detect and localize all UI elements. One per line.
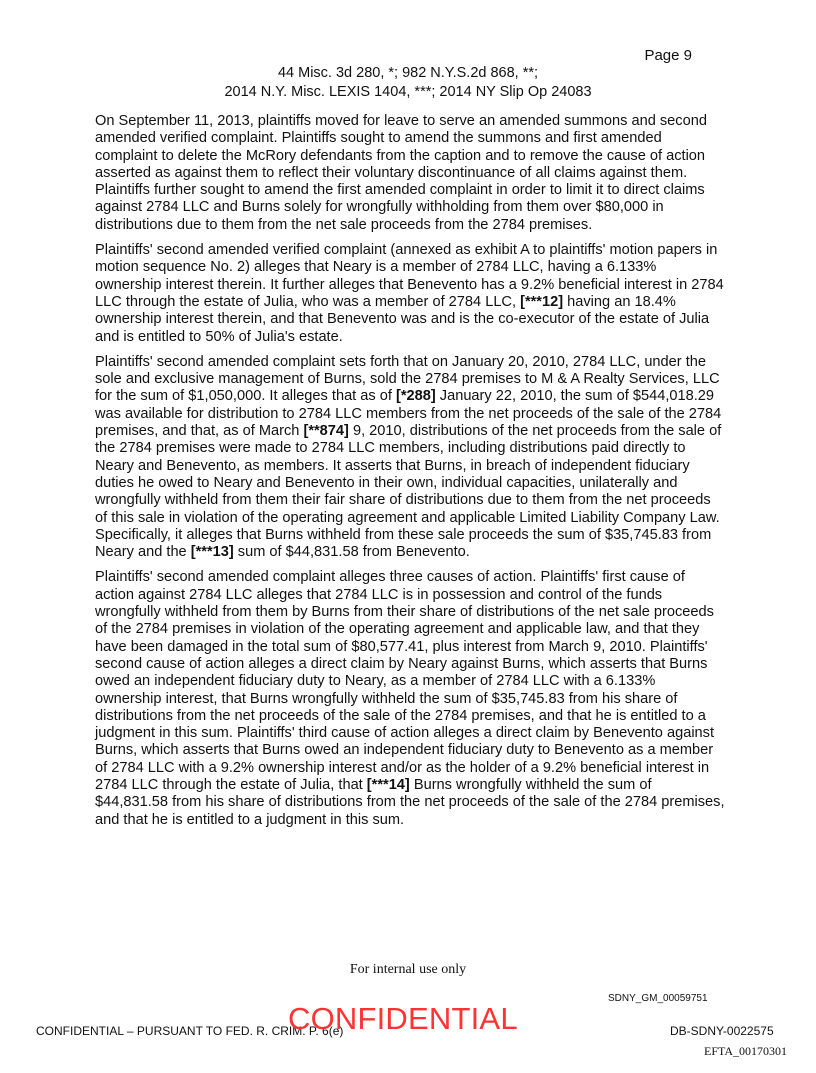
citation-header [0,64,816,102]
page-marker: [**874] [303,423,349,440]
citation-line-2: 2014 N.Y. Misc. LEXIS 1404, ***; 2014 NY Slip Op 24083 [224,84,592,100]
efta-number: EFTA_00170301 [704,1044,788,1058]
citation-line-1: 44 Misc. 3d 280, *; 982 N.Y.S.2d 868, **; [277,65,539,81]
confidential-stamp: CONFIDENTIAL [288,1001,518,1036]
page-marker: [***14] [366,776,410,793]
confidential-notice: CONFIDENTIAL – PURSUANT TO FED. R. CRIM. P. 6(e) [36,1024,344,1038]
page-marker: [*288] [395,388,436,405]
paragraph: Plaintiffs' second amended complaint sets forth that on January 20, 2010, 2784 LLC, under the sole and exclusive management of Burns, sold the 2784 premises to M & A Realty Services, LLC for the sum of $1,050,000. It alleges that as of [*288] January 22, 2010, the sum of $544,018.29 was available for distribution to 2784 LLC members from the net proceeds of the sale of the 2784 premises, and that, as of March [**874] 9, 2010, distributions of the net proceeds from the sale of the 2784 premises were made to 2784 LLC members, including distributions paid directly to Neary and Benevento, as members. It asserts that Burns, in breach of independent fiduciary duties he owed to Neary and Benevento in their own, individual capacities, unilaterally and wrongfully withheld from them their fair share of distributions due to them from the net proceeds of this sale in violation of the operating agreement and applicable Limited Liability Company Law. Specifically, it alleges that Burns withheld from these sale proceeds the sum of $35,745.83 from Neary and the [***13] sum of $44,831.58 from Benevento. [95,353,722,561]
paragraph: Plaintiffs' second amended complaint alleges three causes of action. Plaintiffs' first cause of action against 2784 LLC alleges that 2784 LLC is in possession and control of the funds wrongfully withheld from them by Burns from their share of distributions of the net sale proceeds of the 2784 premises in violation of the operating agreement and applicable law, and that they have been damaged in the total sum of $80,577.41, plus interest from March 9, 2010. Plaintiffs' second cause of action alleges a direct claim by Neary against Burns, which asserts that Burns owed an independent fiduciary duty to Neary, as a member of 2784 LLC with a 6.133% ownership interest, that Burns wrongfully withheld the sum of $35,745.83 from his share of distributions from the net proceeds of the sale of the 2784 premises, and that he is entitled to a judgment in this sum. Plaintiffs' third cause of action alleges a direct claim by Benevento against Burns, which asserts that Burns owed an independent fiduciary duty to Benevento as a member of 2784 LLC with a 9.2% ownership interest and/or as the holder of a 9.2% beneficial interest in 2784 LLC through the estate of Julia, that [***14] Burns wrongfully withheld the sum of $44,831.58 from his share of distributions from the net proceeds of the sale of the 2784 premises, and that he is entitled to a judgment in this sum. [95,569,725,828]
page-marker: [***12] [520,293,564,310]
internal-use-notice: For internal use only [349,962,467,977]
paragraph: On September 11, 2013, plaintiffs moved for leave to serve an amended summons and second amended verified complaint. Plaintiffs sought to amend the summons and first amended complaint to delete the McRory defendants from the caption and to remove the cause of action asserted as against them to reflect their voluntary discontinuance of all claims against them. Plaintiffs further sought to amend the first amended complaint in order to limit it to direct claims against 2784 LLC and Burns solely for wrongfully withholding from them over $80,000 in distributions due to them from the net sale proceeds from the 2784 premises. [95,113,707,233]
paragraph: Plaintiffs' second amended verified complaint (annexed as exhibit A to plaintiffs' motion papers in motion sequence No. 2) alleges that Neary is a member of 2784 LLC, having a 6.133% ownership interest therein. It further alleges that Benevento has a 9.2% beneficial interest in 2784 LLC through the estate of Julia, who was a member of 2784 LLC, [***12] having an 18.4% ownership interest therein, and that Benevento was and is the co-executor of the estate of Julia and is entitled to 50% of Julia's estate. [95,242,724,345]
page-marker: [***13] [190,544,234,561]
page-number: Page 9 [644,47,692,64]
bates-number-sdny-gm: SDNY_GM_00059751 [608,993,708,1004]
document-body [95,113,725,837]
bates-number-db-sdny: DB-SDNY-0022575 [670,1024,774,1038]
